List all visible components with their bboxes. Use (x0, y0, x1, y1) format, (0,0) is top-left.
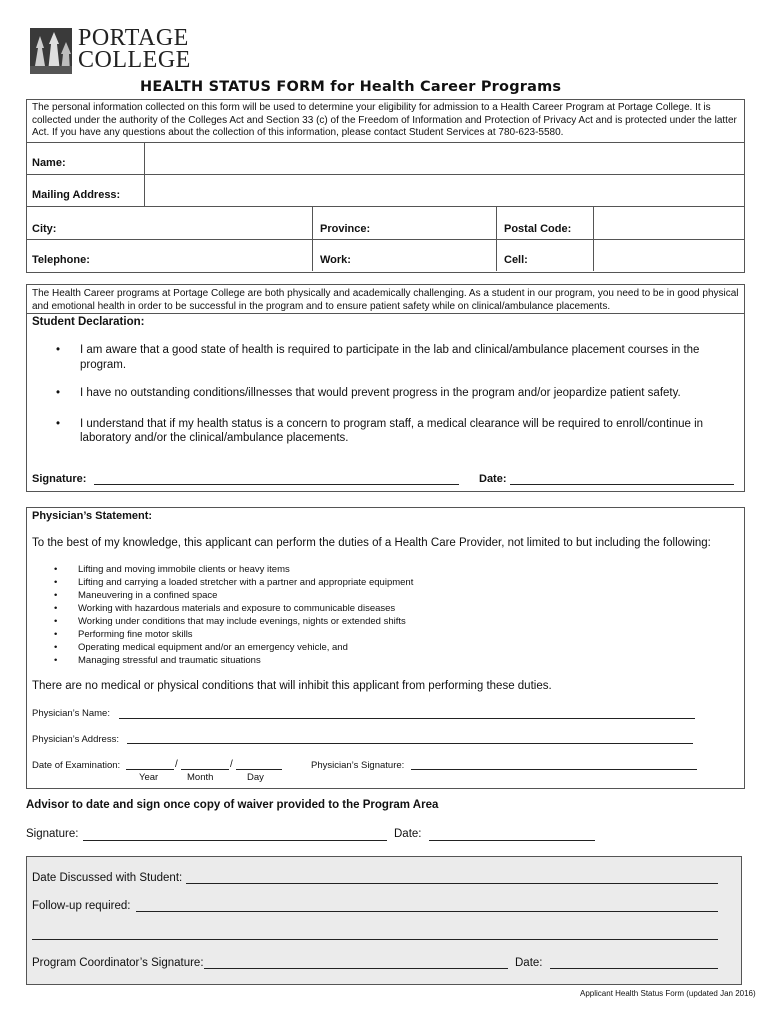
date-separator: / (175, 759, 178, 770)
form-footer: Applicant Health Status Form (updated Jan 2016) (580, 989, 756, 998)
exam-month-line[interactable] (181, 769, 229, 770)
date-separator: / (230, 759, 233, 770)
city-field[interactable] (146, 207, 311, 238)
coordinator-signature-label: Program Coordinator’s Signature: (32, 957, 204, 969)
followup-line[interactable] (136, 911, 718, 912)
student-signature-label: Signature: (32, 473, 87, 485)
day-caption: Day (247, 772, 264, 783)
student-signature-line[interactable] (94, 484, 459, 485)
logo-line-1: PORTAGE (78, 25, 189, 51)
advisor-signature-label: Signature: (26, 828, 79, 840)
work-phone-field[interactable] (360, 240, 495, 270)
declaration-list (56, 343, 740, 446)
mailing-address-field[interactable] (146, 175, 743, 205)
physician-conclusion: There are no medical or physical conditions that will inhibit this applicant from performing these duties. (32, 680, 552, 692)
mailing-address-label: Mailing Address: (32, 189, 121, 201)
student-declaration-heading: Student Declaration: (32, 316, 145, 328)
duty-item: • Lifting and carrying a loaded stretcher with a partner and appropriate equipment (54, 576, 714, 589)
declaration-item: • I understand that if my health status is a concern to program staff, a medical clearance will be required to enroll/continue in laboratory and/or the clinical/ambulance placements. (56, 417, 740, 446)
duty-item: • Maneuvering in a confined space (54, 589, 714, 602)
college-logo-text (78, 27, 191, 71)
physician-address-line[interactable] (127, 743, 693, 744)
advisor-signature-line[interactable] (83, 840, 387, 841)
physician-signature-line[interactable] (411, 769, 697, 770)
form-title: HEALTH STATUS FORM for Health Career Programs (140, 79, 562, 95)
telephone-label: Telephone: (32, 254, 90, 266)
cell-label: Cell: (504, 254, 528, 266)
exam-year-line[interactable] (126, 769, 174, 770)
duty-item: • Working with hazardous materials and exposure to communicable diseases (54, 602, 714, 615)
student-date-label: Date: (479, 473, 507, 485)
coordinator-signature-line[interactable] (204, 968, 508, 969)
divider (26, 313, 744, 314)
duties-list (54, 563, 714, 667)
duty-item: • Lifting and moving immobile clients or heavy items (54, 563, 714, 576)
followup-line-2[interactable] (32, 939, 718, 940)
physician-heading: Physician’s Statement: (32, 510, 153, 522)
physician-intro: To the best of my knowledge, this applicant can perform the duties of a Health Care Provider, not limited to but including the following: (32, 537, 711, 549)
date-discussed-label: Date Discussed with Student: (32, 872, 183, 884)
cell-phone-field[interactable] (540, 240, 592, 270)
month-caption: Month (187, 772, 214, 783)
advisor-heading: Advisor to date and sign once copy of waiver provided to the Program Area (26, 799, 439, 811)
physician-name-line[interactable] (119, 718, 695, 719)
work-label: Work: (320, 254, 351, 266)
trees-logo-icon (30, 28, 72, 74)
duty-item: • Operating medical equipment and/or an emergency vehicle, and (54, 641, 714, 654)
student-date-line[interactable] (510, 484, 734, 485)
program-notice: The Health Career programs at Portage College are both physically and academically challenging. As a student in our program, you need to be in good physical and emotional health in order to be successful in the program and to ensure patient safety while on clinical/ambulance placements. (32, 288, 739, 312)
exam-day-line[interactable] (236, 769, 282, 770)
divider (312, 206, 313, 271)
coordinator-date-label: Date: (515, 957, 543, 969)
physician-name-label: Physician’s Name: (32, 708, 110, 719)
postal-code-label: Postal Code: (504, 223, 572, 235)
duty-item: • Working under conditions that may include evenings, nights or extended shifts (54, 615, 714, 628)
divider (144, 142, 145, 206)
privacy-notice: The personal information collected on this form will be used to determine your eligibility for admission to a Health Career Program at Portage College. It is collected under the authority of the Colleges Act and Section 33 (c) of the Freedom of Information and Protection of Privacy Act and is protected under the latter Act. If you have any questions about the collection of this information, please contact Student Services at 780-623-5580. (32, 102, 737, 138)
declaration-item: • I have no outstanding conditions/illnesses that would prevent progress in the program and/or jeopardize patient safety. (56, 386, 740, 401)
divider (593, 206, 594, 271)
declaration-item: • I am aware that a good state of health is required to participate in the lab and clinical/ambulance placement courses in the program. (56, 343, 740, 372)
city-label: City: (32, 223, 57, 235)
physician-signature-label: Physician’s Signature: (311, 760, 405, 771)
postal-code-field[interactable] (595, 207, 742, 238)
name-label: Name: (32, 157, 66, 169)
coordinator-date-line[interactable] (550, 968, 718, 969)
exam-date-label: Date of Examination: (32, 760, 121, 771)
duty-item: • Performing fine motor skills (54, 628, 714, 641)
followup-label: Follow-up required: (32, 900, 131, 912)
year-caption: Year (139, 772, 159, 783)
divider (496, 206, 497, 271)
telephone-field[interactable] (146, 240, 311, 270)
logo-line-2: COLLEGE (78, 47, 191, 73)
date-discussed-line[interactable] (186, 883, 718, 884)
advisor-date-label: Date: (394, 828, 422, 840)
physician-address-label: Physician’s Address: (32, 734, 119, 745)
province-label: Province: (320, 223, 371, 235)
province-field[interactable] (380, 207, 495, 238)
duty-item: • Managing stressful and traumatic situations (54, 654, 714, 667)
name-field[interactable] (146, 143, 743, 173)
advisor-date-line[interactable] (429, 840, 595, 841)
